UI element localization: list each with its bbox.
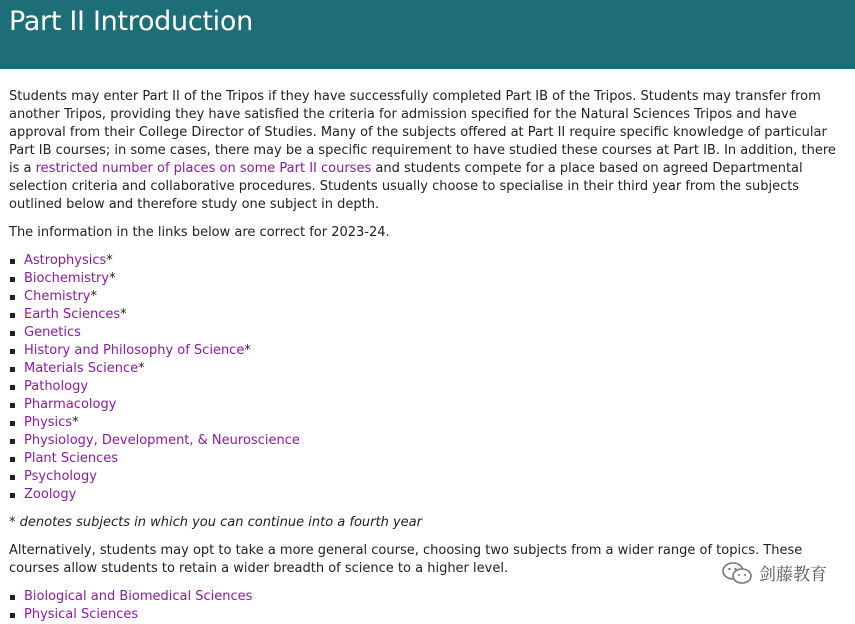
list-item: [9, 252, 849, 270]
subject-link-psychology[interactable]: Psychology: [24, 469, 97, 484]
fourth-year-marker: *: [109, 271, 116, 286]
fourth-year-marker: *: [72, 415, 79, 430]
restricted-places-link[interactable]: restricted number of places on some Part II courses: [35, 161, 372, 176]
subject-link-chemistry[interactable]: Chemistry: [24, 289, 91, 304]
list-item: [9, 270, 849, 288]
list-item: [9, 432, 849, 450]
bullet-icon: [10, 421, 15, 426]
list-item: [9, 306, 849, 324]
subject-link-pathology[interactable]: Pathology: [24, 379, 89, 394]
subject-link-astrophysics[interactable]: Astrophysics: [24, 253, 107, 268]
subject-link-history-philosophy-science[interactable]: History and Philosophy of Science: [24, 343, 245, 358]
bullet-icon: [10, 385, 15, 390]
bullet-icon: [10, 349, 15, 354]
alternative-paragraph: Alternatively, students may opt to take a more general course, choosing two subjects from a wider range of topics. These courses allow students to retain a wider breadth of science to a higher level.: [9, 543, 803, 576]
subject-link-physics[interactable]: Physics: [24, 415, 73, 430]
info-text: The information in the links below are correct for 2023-24.: [9, 225, 390, 240]
bullet-icon: [10, 493, 15, 498]
intro-text-after: and students compete for a place based on agreed Departmental selection criteria and collaborative procedures. Students usually choose to specialise in their third year from the subjects outlined below and therefore study one subject in depth.: [9, 161, 803, 212]
list-item: [9, 468, 849, 486]
subject-link-zoology[interactable]: Zoology: [24, 487, 77, 502]
subject-link-pharmacology[interactable]: Pharmacology: [24, 397, 117, 412]
subject-link-plant-sciences[interactable]: Plant Sciences: [24, 451, 119, 466]
course-link-physical-sciences[interactable]: Physical Sciences: [24, 607, 139, 622]
bullet-icon: [10, 313, 15, 318]
bullet-icon: [10, 613, 15, 618]
subject-link-biochemistry[interactable]: Biochemistry: [24, 271, 110, 286]
fourth-year-marker: *: [120, 307, 127, 322]
bullet-icon: [10, 367, 15, 372]
fourth-year-marker: *: [138, 361, 145, 376]
bullet-icon: [10, 403, 15, 408]
subject-link-physiology-development-neuroscience[interactable]: Physiology, Development, & Neuroscience: [24, 433, 300, 448]
watermark-text: 剑藤教育: [759, 565, 827, 585]
bullet-icon: [10, 295, 15, 300]
bullet-icon: [10, 457, 15, 462]
list-item: [9, 414, 849, 432]
list-item: [9, 360, 849, 378]
list-item: [9, 588, 849, 606]
intro-text-before: Students may enter Part II of the Tripos if they have successfully completed Part IB of the Tripos. Students may transfer from another Tripos, providing they have satisfied the criteria for admission specified for the Natural Sciences Tripos and have approval from their College Director of Studies. Many of the subjects offered at Part II require specific knowledge of particular Part IB courses; in some cases, there may be a specific requirement to have studied these courses at Part IB. In addition, there is a: [9, 89, 836, 176]
bullet-icon: [10, 439, 15, 444]
fourth-year-note: * denotes subjects in which you can continue into a fourth year: [9, 515, 422, 530]
main-content: [9, 88, 849, 624]
list-item: [9, 450, 849, 468]
page-banner: [0, 0, 855, 69]
page-title: Part II Introduction: [9, 6, 253, 37]
general-course-list: [9, 588, 849, 624]
course-link-biological-biomedical-sciences[interactable]: Biological and Biomedical Sciences: [24, 589, 253, 604]
bullet-icon: [10, 331, 15, 336]
bullet-icon: [10, 277, 15, 282]
fourth-year-marker: *: [244, 343, 251, 358]
list-item: [9, 378, 849, 396]
bullet-icon: [10, 259, 15, 264]
subject-link-earth-sciences[interactable]: Earth Sciences: [24, 307, 121, 322]
fourth-year-marker: *: [106, 253, 113, 268]
watermark: [721, 560, 827, 585]
intro-paragraph: [9, 88, 849, 214]
bullet-icon: [10, 475, 15, 480]
list-item: [9, 342, 849, 360]
list-item: [9, 396, 849, 414]
list-item: [9, 288, 849, 306]
wechat-icon: [721, 561, 753, 585]
list-item: [9, 486, 849, 504]
fourth-year-marker: *: [90, 289, 97, 304]
bullet-icon: [10, 595, 15, 600]
list-item: [9, 606, 849, 624]
subject-link-genetics[interactable]: Genetics: [24, 325, 81, 340]
list-item: [9, 324, 849, 342]
subject-list: [9, 252, 849, 504]
subject-link-materials-science[interactable]: Materials Science: [24, 361, 139, 376]
